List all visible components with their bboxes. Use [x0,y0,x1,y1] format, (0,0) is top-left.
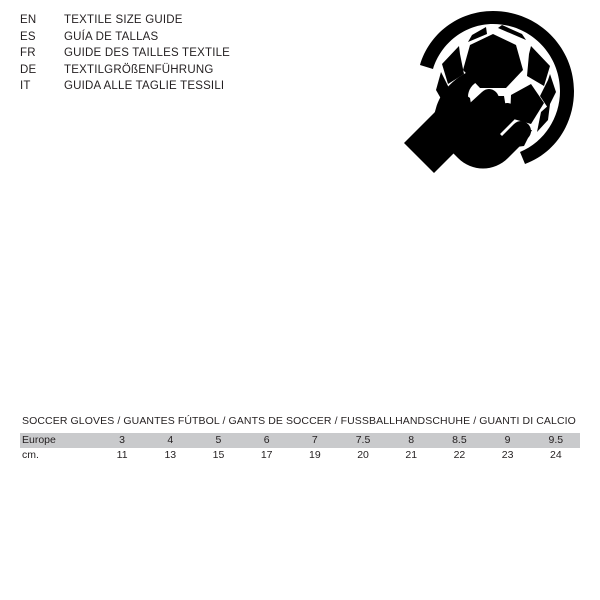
size-guide-title-list [20,14,230,97]
language-title: TEXTILE SIZE GUIDE [64,14,183,26]
table-cell: 21 [387,448,435,463]
table-cell: 5 [194,433,242,448]
table-cell: 20 [339,448,387,463]
language-row [20,47,230,64]
table-cell: 22 [435,448,483,463]
soccer-glove-and-ball-illustration [398,8,588,198]
table-cell: 7.5 [339,433,387,448]
language-row [20,31,230,48]
language-title: GUIDE DES TAILLES TEXTILE [64,47,231,59]
table-cell: 9.5 [532,433,580,448]
table-cell: 7 [291,433,339,448]
language-code: ES [20,30,36,43]
table-cell: 6 [243,433,291,448]
table-cell: 8.5 [435,433,483,448]
language-code: IT [20,80,31,92]
language-title: GUIDA ALLE TAGLIE TESSILI [64,80,225,92]
table-cell: 23 [484,448,532,463]
table-cell: 24 [532,448,580,463]
table-cell: 13 [146,448,194,463]
table-cell: 11 [98,448,146,463]
table-cell: 17 [243,448,291,463]
table-cell: 4 [146,433,194,448]
table-row [20,433,580,448]
language-title: GUÍA DE TALLAS [64,30,159,43]
language-row [20,80,230,97]
table-cell: 3 [98,433,146,448]
language-code: DE [20,63,37,76]
row-label: Europe [20,433,98,448]
size-chart-table [20,433,580,463]
language-title: TEXTILGRÖßENFÜHRUNG [64,63,214,76]
row-label: cm. [20,448,98,463]
size-chart-caption: SOCCER GLOVES / GUANTES FÚTBOL / GANTS DE SOCCER / FUSSBALLHANDSCHUHE / GUANTI DI CALCIO [22,415,576,427]
size-chart [20,415,580,463]
table-cell: 15 [194,448,242,463]
table-cell: 19 [291,448,339,463]
language-code: EN [20,14,37,26]
table-cell: 8 [387,433,435,448]
language-row [20,14,230,31]
table-row [20,448,580,463]
language-code: FR [20,47,36,59]
table-cell: 9 [484,433,532,448]
language-row [20,64,230,81]
